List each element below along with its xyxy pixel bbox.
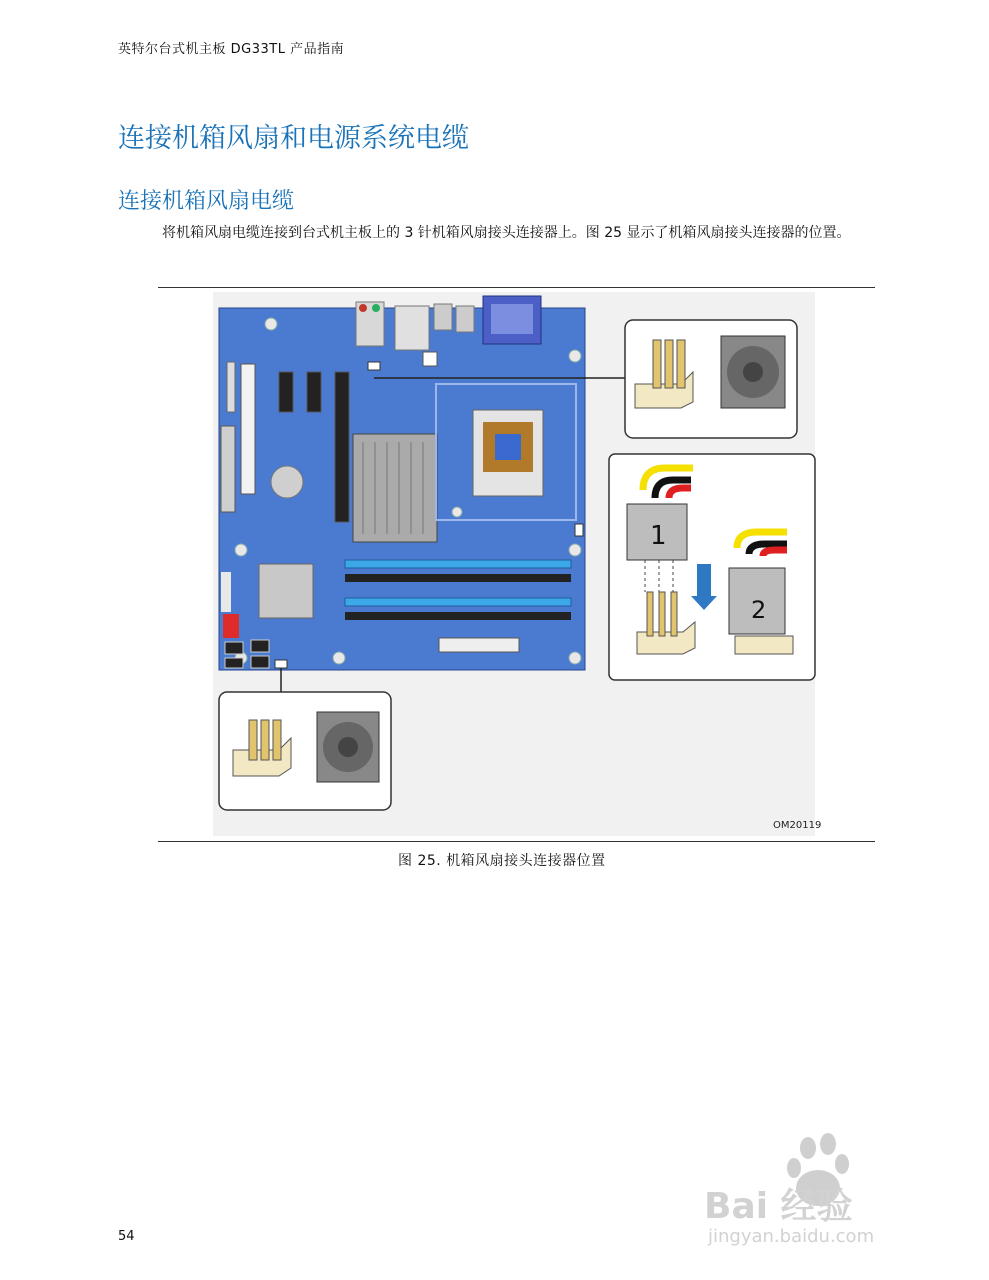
figure-top-rule [158, 287, 875, 288]
step-2-label: 2 [751, 596, 767, 624]
subsection-title: 连接机箱风扇电缆 [118, 189, 295, 214]
page-number: 54 [118, 1229, 135, 1244]
cable-connection-steps [609, 454, 815, 680]
motherboard-figure [213, 292, 822, 836]
figure-bottom-rule [158, 841, 875, 842]
motherboard-diagram [219, 296, 585, 670]
figure-caption: 图 25. 机箱风扇接头连接器位置 [398, 853, 606, 869]
fan-header-detail-top [625, 320, 797, 438]
fan-header-detail-bottom [219, 692, 391, 810]
watermark-url: jingyan.baidu.com [708, 1226, 875, 1247]
running-header: 英特尔台式机主板 DG33TL 产品指南 [118, 42, 345, 57]
baidu-watermark [690, 1130, 950, 1250]
section-title: 连接机箱风扇和电源系统电缆 [118, 123, 469, 154]
figure-code: OM20119 [773, 820, 822, 831]
step-1-label: 1 [650, 521, 667, 551]
body-paragraph: 将机箱风扇电缆连接到台式机主板上的 3 针机箱风扇接头连接器上。图 25 显示了机箱风扇接头连接器的位置。 [162, 225, 851, 241]
watermark-brand: Bai 经验 [704, 1186, 853, 1227]
